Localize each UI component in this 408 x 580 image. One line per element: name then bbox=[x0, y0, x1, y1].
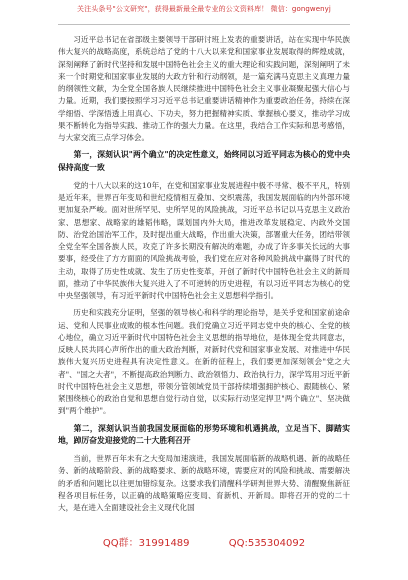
document-body bbox=[58, 34, 350, 519]
body-paragraph: 历史和实践充分证明，坚强的领导核心和科学的理论指导，是关乎党和国家前途命运、党和人民事业成败的根本性问题。我们党确立习近平同志党中央的核心、全党的核心地位，确立习近平新时代中国特色社会主义思想的指导地位，是体现全党共同意志，反映人民共同心声所作出的重大政治判断，对新时代党和国家事业发展、对推进中华民族伟大复兴历史进程具有决定性意义。在新的征程上，我们要更加深刻领会"党之大者"、"国之大者"，不断提高政治判断力、政治领悟力、政治执行力，深学笃用习近平新时代中国特色社会主义思想，带领分管领域党员干部持续增强拥护核心、跟随核心、紧紧围绕核心的政治自觉和思想自觉行动自觉，以实际行动坚定捍卫"两个确立"、坚决做到"两个维护"。 bbox=[58, 308, 350, 416]
section-heading-2: 第二，深刻认识当前我国发展面临的形势环境和机遇挑战，立足当下、脚踏实地，踔厉奋发迎接党的二十大胜利召开 bbox=[58, 423, 350, 445]
header-banner: 关注头条号"公文研究"，获得最新最全最专业的公文资料库！ 微信：gongwenyj bbox=[77, 5, 331, 13]
footer-qq-group: QQ群：31991489 bbox=[102, 538, 190, 549]
section-heading-1: 第一，深刻认识"两个确立"的决定性意义，始终同以习近平同志为核心的党中央保持高度一致 bbox=[58, 150, 350, 172]
body-paragraph: 党的十八大以来的这10年，在党和国家事业发展进程中极不寻常、极不平凡，特别是近年来，世界百年变局和世纪疫情相互叠加、交织震荡，我国发展面临的内外部环境更加复杂严峻。面对世所罕见、史所罕见的风险挑战，习近平总书记以马克思主义政治家、思想家、战略家的雄韬伟略，谋划国内外大局，推进改革发展稳定、内政外交国防、治党治国治军工作，及时提出重大战略，作出重大决策，部署重大任务，团结带领全党全军全国各族人民，攻克了许多长期没有解决的难题，办成了许多事关长远的大事要事，经受住了方方面面的风险挑战考验，我们党在应对各种风险挑战中赢得了时代的主动，取得了历史性成就、发生了历史性变革，开创了新时代中国特色社会主义的新局面，推动了中华民族伟大复兴进入了不可逆转的历史进程，有以习近平同志为核心的党中央坚强领导，有习近平新时代中国特色社会主义思想科学指引。 bbox=[58, 180, 350, 300]
body-paragraph: 当前，世界百年未有之大变局加速演进，我国发展面临新的战略机遇、新的战略任务、新的战略阶段、新的战略要求、新的战略环境，需要应对的风险和挑战、需要解决的矛盾和问题比以往更加错综复杂。这要求我们清醒科学研判世界大势、清醒聚焦新征程各项目标任务，以正确的战略策略应变局、育新机、开新局。即将召开的党的二十大，是在进入全面建设社会主义现代化国 bbox=[58, 454, 350, 512]
header-divider bbox=[58, 24, 350, 25]
footer-qq-number: QQ:535304092 bbox=[228, 538, 306, 549]
footer-contact bbox=[0, 534, 408, 549]
intro-paragraph: 习近平总书记在省部级主要领导干部研讨班上发表的重要讲话，站在实现中华民族伟大复兴的战略高度，系统总结了党的十八大以来党和国家事业发展取得的辉煌成就，深刻阐释了新时代坚持和发展中国特色社会主义的重大理论和实践问题，深刻阐明了未来一个时期党和国家事业发展的大政方针和行动纲领，是一篇充满马克思主义真理力量的纲领性文献，为全党全国各族人民继续推进中国特色社会主义事业凝聚起强大信心与力量。近期，我们要按照学习习近平总书记重要讲话精神作为重要政治任务，持续在深学细悟、学深悟透上用真心、下功夫，努力把握精神实质、掌握核心要义，推动学习成果不断转化为指导实践、推动工作的强大力量。在这里，我结合工作实际和思考感悟，与大家交流三点学习体会。 bbox=[58, 35, 350, 142]
